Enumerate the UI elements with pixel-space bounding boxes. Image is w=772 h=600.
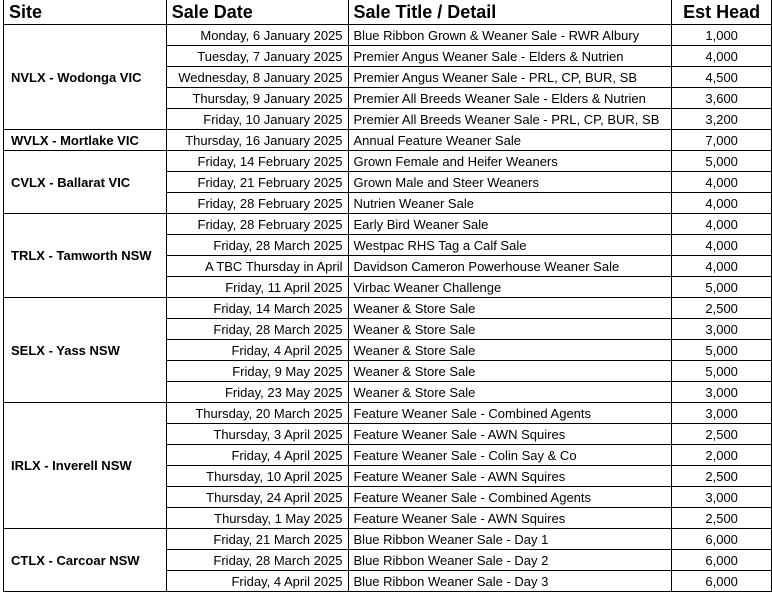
sale-title-cell: Grown Male and Steer Weaners [348,172,672,193]
sale-date-cell: Friday, 10 January 2025 [166,109,348,130]
sale-date-cell: Friday, 14 March 2025 [166,298,348,319]
sale-date-cell: Friday, 4 April 2025 [166,340,348,361]
sale-date-cell: Friday, 21 March 2025 [166,529,348,550]
sale-title-cell: Feature Weaner Sale - AWN Squires [348,508,672,529]
est-head-cell: 7,000 [672,130,772,151]
sale-date-cell: Friday, 4 April 2025 [166,571,348,592]
est-head-cell: 3,600 [672,88,772,109]
est-head-cell: 2,000 [672,445,772,466]
sale-title-cell: Blue Ribbon Weaner Sale - Day 1 [348,529,672,550]
sale-title-cell: Weaner & Store Sale [348,361,672,382]
table-row [4,529,772,550]
sale-title-cell: Davidson Cameron Powerhouse Weaner Sale [348,256,672,277]
sale-title-cell: Premier Angus Weaner Sale - Elders & Nutrien [348,46,672,67]
est-head-cell: 4,500 [672,67,772,88]
sale-title-cell: Weaner & Store Sale [348,298,672,319]
sale-title-cell: Blue Ribbon Weaner Sale - Day 3 [348,571,672,592]
sale-date-cell: A TBC Thursday in April [166,256,348,277]
site-cell: CTLX - Carcoar NSW [4,529,167,592]
sale-date-cell: Thursday, 20 March 2025 [166,403,348,424]
est-head-cell: 3,000 [672,487,772,508]
table-row [4,214,772,235]
sale-title-cell: Weaner & Store Sale [348,319,672,340]
sale-title-cell: Feature Weaner Sale - Combined Agents [348,487,672,508]
site-column-header: Site [4,0,167,25]
sale-title-cell: Blue Ribbon Grown & Weaner Sale - RWR Albury [348,25,672,46]
est-head-cell: 6,000 [672,529,772,550]
sale-date-cell: Friday, 28 March 2025 [166,550,348,571]
sale-title-cell: Weaner & Store Sale [348,382,672,403]
sale-date-cell: Thursday, 24 April 2025 [166,487,348,508]
sale-title-cell: Feature Weaner Sale - AWN Squires [348,466,672,487]
sale-date-cell: Tuesday, 7 January 2025 [166,46,348,67]
site-cell: CVLX - Ballarat VIC [4,151,167,214]
sale-date-cell: Friday, 28 February 2025 [166,193,348,214]
sale-date-cell: Friday, 28 March 2025 [166,319,348,340]
est-head-column-header: Est Head [672,0,772,25]
sale-date-cell: Monday, 6 January 2025 [166,25,348,46]
table-row [4,403,772,424]
sale-title-cell: Nutrien Weaner Sale [348,193,672,214]
sale-title-cell: Annual Feature Weaner Sale [348,130,672,151]
sale-date-cell: Thursday, 3 April 2025 [166,424,348,445]
sale-title-cell: Premier Angus Weaner Sale - PRL, CP, BUR, SB [348,67,672,88]
est-head-cell: 5,000 [672,361,772,382]
table-body [4,25,772,592]
est-head-cell: 4,000 [672,46,772,67]
site-cell: WVLX - Mortlake VIC [4,130,167,151]
est-head-cell: 3,000 [672,319,772,340]
sale-date-cell: Thursday, 10 April 2025 [166,466,348,487]
est-head-cell: 2,500 [672,424,772,445]
table-row [4,151,772,172]
sale-title-cell: Blue Ribbon Weaner Sale - Day 2 [348,550,672,571]
sale-title-cell: Premier All Breeds Weaner Sale - PRL, CP, BUR, SB [348,109,672,130]
sale-title-cell: Premier All Breeds Weaner Sale - Elders & Nutrien [348,88,672,109]
sale-date-cell: Friday, 4 April 2025 [166,445,348,466]
sale-title-cell: Feature Weaner Sale - AWN Squires [348,424,672,445]
sale-date-cell: Friday, 28 March 2025 [166,235,348,256]
est-head-cell: 5,000 [672,277,772,298]
sale-title-cell: Feature Weaner Sale - Colin Say & Co [348,445,672,466]
est-head-cell: 5,000 [672,151,772,172]
site-cell: IRLX - Inverell NSW [4,403,167,529]
est-head-cell: 6,000 [672,550,772,571]
sale-title-cell: Early Bird Weaner Sale [348,214,672,235]
est-head-cell: 4,000 [672,172,772,193]
sale-date-cell: Thursday, 16 January 2025 [166,130,348,151]
sale-date-cell: Thursday, 9 January 2025 [166,88,348,109]
sale-title-cell: Westpac RHS Tag a Calf Sale [348,235,672,256]
sale-title-column-header: Sale Title / Detail [348,0,672,25]
sale-date-cell: Friday, 23 May 2025 [166,382,348,403]
sale-date-column-header: Sale Date [166,0,348,25]
sale-date-cell: Wednesday, 8 January 2025 [166,67,348,88]
sale-date-cell: Friday, 9 May 2025 [166,361,348,382]
est-head-cell: 4,000 [672,235,772,256]
sale-date-cell: Friday, 11 April 2025 [166,277,348,298]
table-row [4,298,772,319]
est-head-cell: 6,000 [672,571,772,592]
site-cell: TRLX - Tamworth NSW [4,214,167,298]
sale-date-cell: Friday, 28 February 2025 [166,214,348,235]
table-row [4,130,772,151]
sale-schedule-table [3,0,772,592]
est-head-cell: 2,500 [672,508,772,529]
sale-title-cell: Weaner & Store Sale [348,340,672,361]
est-head-cell: 3,000 [672,382,772,403]
site-cell: SELX - Yass NSW [4,298,167,403]
est-head-cell: 5,000 [672,340,772,361]
table-row [4,25,772,46]
sale-date-cell: Thursday, 1 May 2025 [166,508,348,529]
sale-title-cell: Feature Weaner Sale - Combined Agents [348,403,672,424]
est-head-cell: 2,500 [672,298,772,319]
est-head-cell: 4,000 [672,193,772,214]
sale-date-cell: Friday, 14 February 2025 [166,151,348,172]
est-head-cell: 4,000 [672,256,772,277]
est-head-cell: 4,000 [672,214,772,235]
est-head-cell: 2,500 [672,466,772,487]
est-head-cell: 3,200 [672,109,772,130]
site-cell: NVLX - Wodonga VIC [4,25,167,130]
sale-date-cell: Friday, 21 February 2025 [166,172,348,193]
sale-title-cell: Grown Female and Heifer Weaners [348,151,672,172]
sale-title-cell: Virbac Weaner Challenge [348,277,672,298]
est-head-cell: 3,000 [672,403,772,424]
header-row [4,0,772,25]
est-head-cell: 1,000 [672,25,772,46]
